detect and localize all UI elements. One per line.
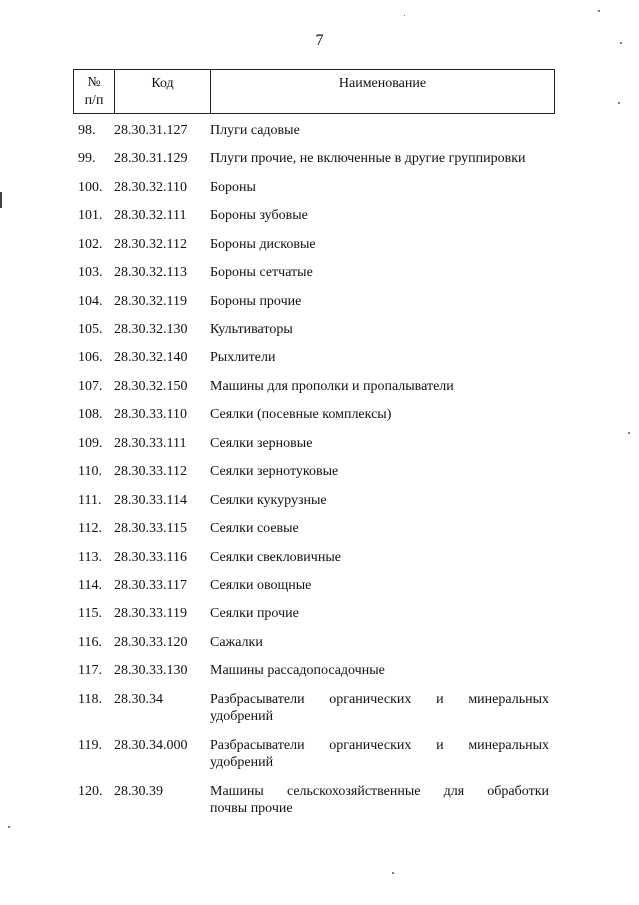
page-number: 7 [315,32,324,49]
row-name: Рыхлители [210,350,276,365]
row-code: 28.30.32.110 [114,180,187,195]
row-number: 102. [78,237,103,252]
row-code: 28.30.32.140 [114,350,188,365]
row-number: 117. [78,663,102,678]
row-name: Бороны сетчатые [210,265,313,280]
row-code: 28.30.32.130 [114,322,188,337]
row-code: 28.30.33.112 [114,464,187,479]
header-number-symbol: № [87,74,101,90]
row-name: Бороны дисковые [210,237,316,252]
row-name-line-1: Разбрасыватели органических и минеральных [210,692,549,707]
row-code: 28.30.33.116 [114,550,187,565]
row-name: Культиваторы [210,322,293,337]
header-number-abbrev: п/п [84,92,104,108]
row-number: 109. [78,436,103,451]
row-code: 28.30.33.110 [114,407,187,422]
scan-speck [618,102,620,104]
row-number: 111. [78,493,102,508]
row-number: 115. [78,606,102,621]
row-name-line-2: почвы прочие [210,801,293,816]
row-name [210,691,549,725]
scan-edge-mark [0,192,2,208]
row-number: 104. [78,294,103,309]
row-number: 101. [78,208,103,223]
header-code-column: Код [115,70,211,113]
row-name: Сеялки (посевные комплексы) [210,407,392,422]
row-number: 103. [78,265,103,280]
row-number: 107. [78,379,103,394]
row-name: Бороны прочие [210,294,302,309]
row-number: 110. [78,464,102,479]
row-code: 28.30.34 [114,692,163,707]
row-number: 119. [78,738,102,753]
row-code: 28.30.32.112 [114,237,187,252]
row-name: Бороны [210,180,256,195]
row-name-line-1: Разбрасыватели органических и минеральных [210,738,549,753]
row-name: Сеялки зерновые [210,436,313,451]
scan-speck [392,872,394,874]
row-code: 28.30.32.119 [114,294,187,309]
row-number: 120. [78,784,103,799]
row-name: Бороны зубовые [210,208,308,223]
row-name-line-2: удобрений [210,755,274,770]
row-code: 28.30.33.120 [114,635,188,650]
row-code: 28.30.39 [114,784,163,799]
row-code: 28.30.34.000 [114,738,188,753]
row-number: 108. [78,407,103,422]
row-name [210,737,549,771]
row-number: 118. [78,692,102,707]
row-code: 28.30.33.111 [114,436,187,451]
row-code: 28.30.33.115 [114,521,187,536]
row-code: 28.30.32.111 [114,208,187,223]
row-name: Сеялки овощные [210,578,312,593]
row-code: 28.30.31.127 [114,123,188,138]
row-number: 98. [78,123,96,138]
row-name: Плуги прочие, не включенные в другие группировки [210,151,526,166]
scan-speck [598,10,600,12]
row-name: Машины для прополки и пропалыватели [210,379,454,394]
row-name [210,783,549,817]
row-code: 28.30.32.150 [114,379,188,394]
row-name: Сеялки кукурузные [210,493,327,508]
row-code: 28.30.32.113 [114,265,187,280]
row-name: Сеялки соевые [210,521,299,536]
row-name: Сеялки прочие [210,606,299,621]
row-code: 28.30.33.130 [114,663,188,678]
scan-speck [404,15,405,16]
scan-speck [620,42,622,44]
scan-speck [628,432,630,434]
row-name: Сеялки зернотуковые [210,464,339,479]
row-number: 116. [78,635,102,650]
row-name: Машины рассадопосадочные [210,663,385,678]
row-name-line-1: Машины сельскохозяйственные для обработки [210,784,549,799]
row-number: 112. [78,521,102,536]
row-number: 105. [78,322,103,337]
row-number: 113. [78,550,102,565]
row-number: 100. [78,180,103,195]
row-code: 28.30.33.117 [114,578,187,593]
row-number: 99. [78,151,96,166]
scan-speck [8,826,10,828]
row-number: 114. [78,578,102,593]
row-code: 28.30.33.119 [114,606,187,621]
row-number: 106. [78,350,103,365]
row-code: 28.30.31.129 [114,151,188,166]
row-name: Плуги садовые [210,123,300,138]
row-name-line-2: удобрений [210,709,274,724]
row-code: 28.30.33.114 [114,493,187,508]
row-name: Сеялки свекловичные [210,550,341,565]
header-name-column: Наименование [338,76,427,91]
row-name: Сажалки [210,635,263,650]
